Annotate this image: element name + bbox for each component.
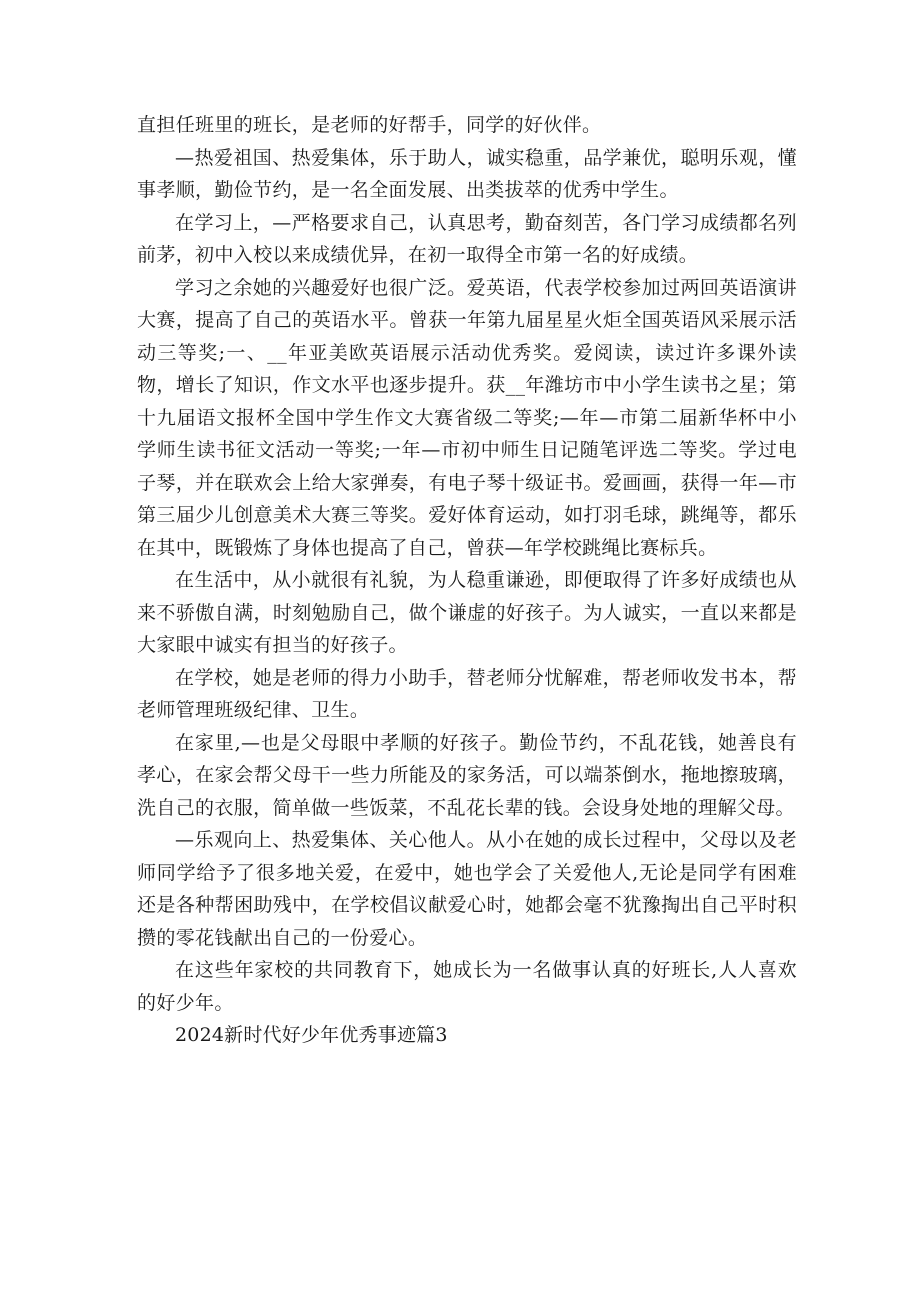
paragraph-2: —热爱祖国、热爱集体，乐于助人，诚实稳重，品学兼优，聪明乐观，懂事孝顺，勤俭节约，是一名全面发展、出类拔萃的优秀中学生。 bbox=[137, 146, 797, 201]
paragraph-4: 学习之余她的兴趣爱好也很广泛。爱英语，代表学校参加过两回英语演讲大赛，提高了自己的英语水平。曾获一年第九届星星火炬全国英语风采展示活动三等奖;一、__年亚美欧英语展示活动优秀奖。爱阅读，读过许多课外读物，增长了知识，作文水平也逐步提升。获__年潍坊市中小学生读书之星；第十九届语文报杯全国中学生作文大赛省级二等奖;—年—市第二届新华杯中小学师生读书征文活动一等奖;一年—市初中师生日记随笔评选二等奖。学过电子琴，并在联欢会上给大家弹奏，有电子琴十级证书。爱画画，获得一年—市第三届少儿创意美术大赛三等奖。爱好体育运动，如打羽毛球，跳绳等，都乐在其中，既锻炼了身体也提高了自己，曾获—年学校跳绳比赛标兵。 bbox=[137, 276, 797, 559]
paragraph-3: 在学习上，—严格要求自己，认真思考，勤奋刻苦，各门学习成绩都名列前茅，初中入校以来成绩优异，在初一取得全市第一名的好成绩。 bbox=[137, 211, 797, 266]
paragraph-5: 在生活中，从小就很有礼貌，为人稳重谦逊，即便取得了许多好成绩也从来不骄傲自满，时刻勉励自己，做个谦虚的好孩子。为人诚实，一直以来都是大家眼中诚实有担当的好孩子。 bbox=[137, 569, 797, 656]
section-heading: 2024新时代好少年优秀事迹篇3 bbox=[175, 1024, 448, 1046]
paragraph-8: —乐观向上、热爱集体、关心他人。从小在她的成长过程中，父母以及老师同学给予了很多地关爱，在爱中，她也学会了关爱他人,无论是同学有困难还是各种帮困助残中，在学校倡议献爱心时，她都会毫不犹豫掏出自己平时积攒的零花钱献出自己的一份爱心。 bbox=[137, 829, 797, 949]
paragraph-6: 在学校，她是老师的得力小助手，替老师分忧解难，帮老师收发书本，帮老师管理班级纪律、卫生。 bbox=[137, 666, 797, 721]
paragraph-7: 在家里,—也是父母眼中孝顺的好孩子。勤俭节约，不乱花钱，她善良有孝心，在家会帮父母干一些力所能及的家务活，可以端茶倒水，拖地擦玻璃，洗自己的衣服，简单做一些饭菜，不乱花长辈的钱。会设身处地的理解父母。 bbox=[137, 731, 797, 819]
paragraph-9: 在这些年家校的共同教育下，她成长为一名做事认真的好班长,人人喜欢的好少年。 bbox=[137, 959, 797, 1014]
document-body bbox=[137, 109, 797, 1052]
paragraph-1: 直担任班里的班长，是老师的好帮手，同学的好伙伴。 bbox=[137, 114, 602, 136]
